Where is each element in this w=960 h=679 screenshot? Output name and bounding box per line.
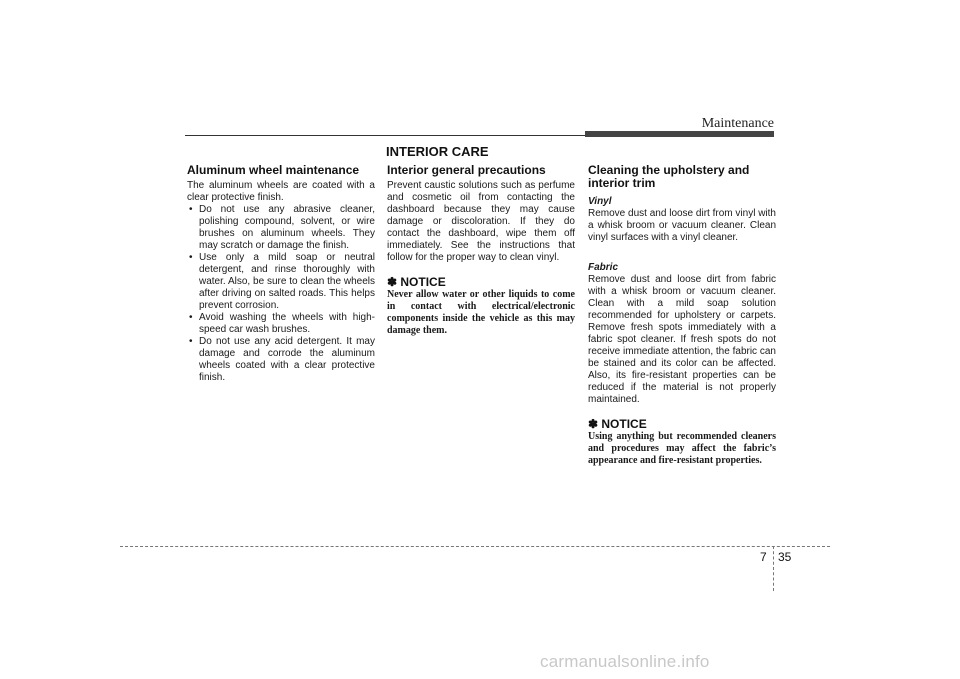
column-aluminum-wheels [187,164,375,384]
vinyl-body: Remove dust and loose dirt from vinyl with a whisk broom or vacuum cleaner. Clean vinyl surfaces with a vinyl cleaner. [588,208,776,243]
notice-title: ✽ NOTICE [387,275,446,289]
upholstery-heading: Cleaning the upholstery and interior trim [588,163,750,190]
interior-precautions-body: Prevent caustic solutions such as perfume and cosmetic oil from contacting the dashboard because they may cause damage or discoloration. If they do contact the dashboard, wipe them off immediately. See the instructions that follow for the proper way to clean vinyl. [387,180,575,263]
fabric-body: Remove dust and loose dirt from fabric with a whisk broom or vacuum cleaner. Clean with a mild soap solution recommended for upholstery or carpets. Remove fresh spots immediately with a fabric spot cleaner. If fresh spots do not receive immediate attention, the fabric can be stained and its color can be affected. Also, its fire-resistant properties can be reduced if the material is not properly maintained. [588,274,776,405]
list-item: • Do not use any abrasive cleaner, polishing compound, solvent, or wire brushes on aluminum wheels. They may scratch or damage the finish. [187,204,375,252]
footer-rule [120,546,830,547]
footer-divider [773,546,774,591]
header-rule [185,135,585,136]
header-rule-accent [585,131,774,137]
page-chapter: 7 [760,550,767,564]
header-title: Maintenance [701,116,774,131]
interior-precautions-heading: Interior general precautions [387,163,546,177]
vinyl-subheading: Vinyl [588,196,612,207]
watermark: carmanualsonline.info [540,652,710,671]
aluminum-wheel-intro: The aluminum wheels are coated with a clear protective finish. [187,180,375,203]
column-interior-precautions [387,164,575,337]
list-item: • Do not use any acid detergent. It may damage and corrode the aluminum wheels coated with a clear protective finish. [187,336,375,384]
aluminum-wheel-list [187,204,375,384]
list-item: • Use only a mild soap or neutral detergent, and rinse thoroughly with water. Also, be sure to clean the wheels after driving on salted roads. This helps prevent corrosion. [187,252,375,312]
fabric-subheading: Fabric [588,262,619,273]
notice-body: Never allow water or other liquids to come in contact with electrical/electronic components inside the vehicle as this may damage them. [387,289,575,336]
column-upholstery-cleaning [588,164,776,467]
notice-title: ✽ NOTICE [588,417,647,431]
list-item: • Avoid washing the wheels with high-speed car wash brushes. [187,312,375,336]
page-number: 35 [778,550,792,564]
aluminum-wheel-heading: Aluminum wheel maintenance [187,163,360,177]
section-heading: INTERIOR CARE [386,144,489,159]
notice-body: Using anything but recommended cleaners and procedures may affect the fabric’s appearance and fire-resistant properties. [588,431,776,466]
